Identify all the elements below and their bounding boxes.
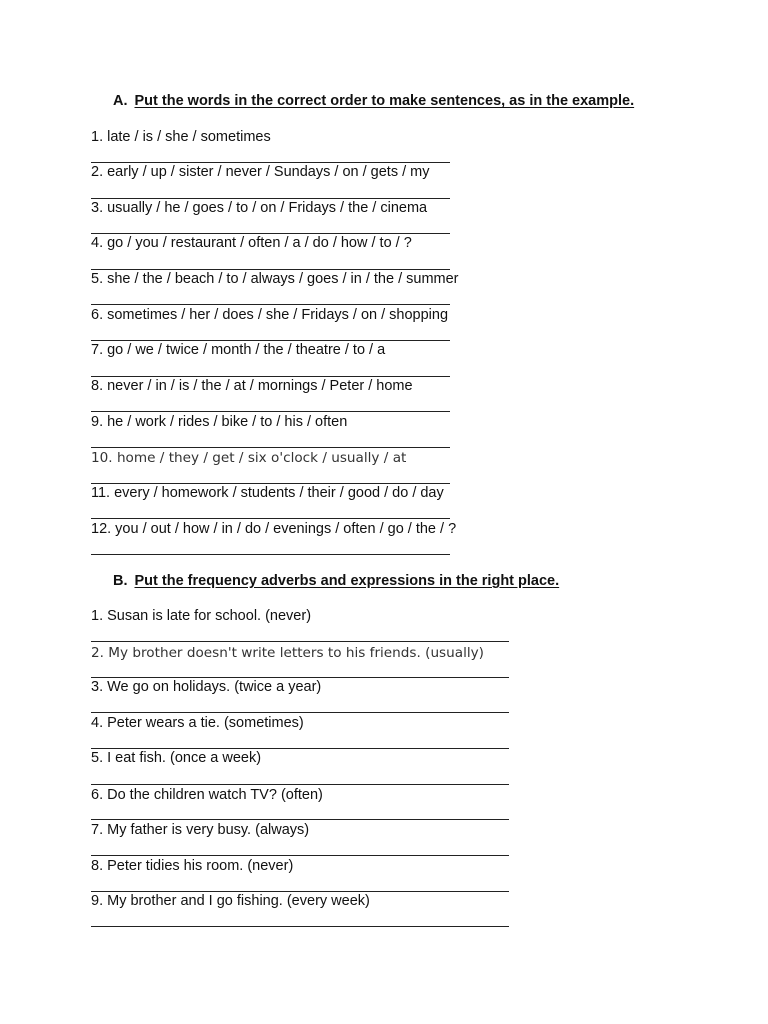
- answer-line-a-5[interactable]: [91, 304, 450, 305]
- exercise-a-item-11: 11. every / homework / students / their / good / do / day: [91, 485, 444, 501]
- exercise-a-item-12: 12. you / out / how / in / do / evenings / often / go / the / ?: [91, 521, 457, 537]
- exercise-b-item-9: 9. My brother and I go fishing. (every week): [91, 893, 370, 909]
- answer-line-a-8[interactable]: [91, 411, 450, 412]
- exercise-a-item-7: 7. go / we / twice / month / the / theatre / to / a: [91, 342, 386, 358]
- exercise-a-item-5: 5. she / the / beach / to / always / goes / in / the / summer: [91, 271, 459, 287]
- exercise-b-item-4: 4. Peter wears a tie. (sometimes): [91, 715, 304, 731]
- section-a-title: Put the words in the correct order to make sentences, as in the example.: [134, 93, 635, 109]
- section-b-letter: B.: [113, 573, 128, 589]
- answer-line-a-7[interactable]: [91, 376, 450, 377]
- answer-line-a-11[interactable]: [91, 518, 450, 519]
- exercise-b-item-8: 8. Peter tidies his room. (never): [91, 858, 294, 874]
- answer-line-b-9[interactable]: [91, 926, 509, 927]
- answer-line-a-2[interactable]: [91, 198, 450, 199]
- answer-line-a-1[interactable]: [91, 162, 450, 163]
- exercise-b-item-5: 5. I eat fish. (once a week): [91, 750, 262, 766]
- answer-line-a-3[interactable]: [91, 233, 450, 234]
- exercise-b-item-2: 2. My brother doesn't write letters to his friends. (usually): [91, 645, 484, 661]
- answer-line-a-4[interactable]: [91, 269, 450, 270]
- exercise-a-item-1: 1. late / is / she / sometimes: [91, 129, 271, 145]
- exercise-b-item-1: 1. Susan is late for school. (never): [91, 608, 312, 624]
- section-b-title: Put the frequency adverbs and expressions in the right place.: [134, 573, 560, 589]
- exercise-a-item-6: 6. sometimes / her / does / she / Fridays / on / shopping: [91, 307, 449, 323]
- answer-line-a-9[interactable]: [91, 447, 450, 448]
- section-a-letter: A.: [113, 93, 128, 109]
- answer-line-b-1[interactable]: [91, 641, 509, 642]
- section-b-heading: [113, 573, 559, 589]
- answer-line-a-6[interactable]: [91, 340, 450, 341]
- section-a-heading: [113, 93, 634, 109]
- exercise-a-item-8: 8. never / in / is / the / at / mornings / Peter / home: [91, 378, 413, 394]
- exercise-a-item-4: 4. go / you / restaurant / often / a / do / how / to / ?: [91, 235, 412, 251]
- answer-line-b-5[interactable]: [91, 784, 509, 785]
- exercise-a-item-9: 9. he / work / rides / bike / to / his / often: [91, 414, 348, 430]
- answer-line-a-10[interactable]: [91, 483, 450, 484]
- answer-line-b-4[interactable]: [91, 748, 509, 749]
- exercise-a-item-2: 2. early / up / sister / never / Sundays / on / gets / my: [91, 164, 430, 180]
- answer-line-b-2[interactable]: [91, 677, 509, 678]
- exercise-a-item-3: 3. usually / he / goes / to / on / Fridays / the / cinema: [91, 200, 428, 216]
- exercise-a-item-10: 10. home / they / get / six o'clock / usually / at: [91, 450, 407, 466]
- exercise-b-item-7: 7. My father is very busy. (always): [91, 822, 310, 838]
- answer-line-b-8[interactable]: [91, 891, 509, 892]
- answer-line-b-3[interactable]: [91, 712, 509, 713]
- answer-line-b-7[interactable]: [91, 855, 509, 856]
- exercise-b-item-3: 3. We go on holidays. (twice a year): [91, 679, 322, 695]
- exercise-b-item-6: 6. Do the children watch TV? (often): [91, 787, 323, 803]
- answer-line-a-12[interactable]: [91, 554, 450, 555]
- answer-line-b-6[interactable]: [91, 819, 509, 820]
